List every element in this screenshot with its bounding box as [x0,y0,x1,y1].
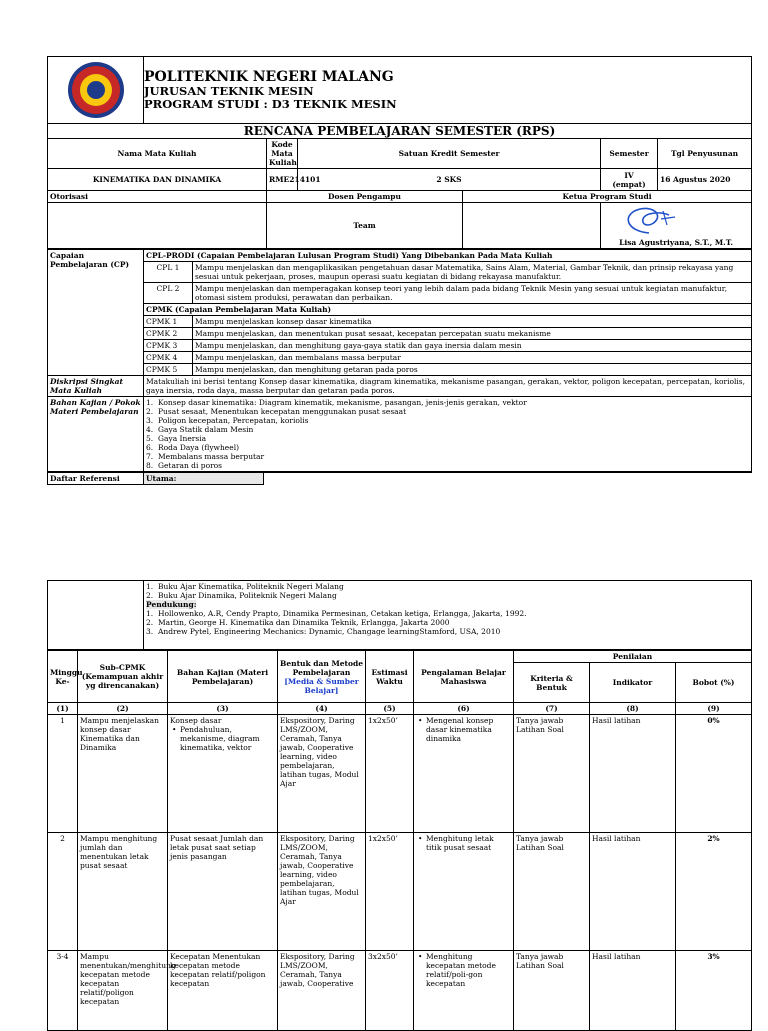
subcpmk-cell: Mampu menghitung jumlah dan menentukan letak pusat sesaat [78,833,168,951]
experience-cell: • Mengenal konsep dasar kinematika dinamika [414,715,514,833]
department-name: JURUSAN TEKNIK MESIN [144,84,314,98]
method-cell: Ekspository, Daring LMS/ZOOM, Ceramah, Tanya jawab, Cooperative learning, video pembelajaran, latihan tugas, Modul Ajar [278,715,366,833]
topic-item: Pusat sesaat, Menentukan kecepatan menggunakan pusat sesaat [158,407,407,416]
program-name: PROGRAM STUDI : D3 TEKNIK MESIN [144,97,397,111]
cp-label: Capaian Pembelajaran (CP) [48,250,144,376]
column-number: (9) [676,703,752,715]
material-cell: Pusat sesaat Jumlah dan letak pusat saat setiap jenis pasangan [168,833,278,951]
time-cell: 1x2x50’ [366,715,414,833]
column-number: (5) [366,703,414,715]
material-header: Bahan Kajian (Materi Pembelajaran) [168,651,278,703]
criteria-cell: Tanya jawab Latihan Soal [514,951,590,1031]
week-cell: 2 [48,833,78,951]
time-cell: 1x2x50’ [366,833,414,951]
experience-cell: • Menghitung kecepatan metode relatif/poli-gon kecepatan [414,951,514,1031]
table-row [48,715,752,833]
cpmk-text: Mampu menjelaskan, dan menentukan pusat sesaat, kecepatan percepatan suatu mekanisme [193,328,752,340]
authorization-label: Otorisasi [48,191,267,203]
cpmk-text: Mampu menjelaskan, dan menghitung getaran pada poros [193,364,752,376]
assessment-header: Penilaian [514,651,752,663]
subcpmk-cell: Mampu menjelaskan konsep dasar Kinematika dan Dinamika [78,715,168,833]
institution-name: POLITEKNIK NEGERI MALANG [144,69,394,85]
cpmk-code: CPMK 1 [144,316,193,328]
column-number: (8) [590,703,676,715]
topic-item: Gaya Statik dalam Mesin [158,425,254,434]
topics-label: Bahan Kajian / Pokok Materi Pembelajaran [48,397,144,472]
semester-header: Semester [601,139,658,169]
table-row [48,951,752,1031]
course-semester: IV (empat) [601,169,658,191]
rps-header-table [47,56,752,249]
topic-item: Membalans massa berputar [158,452,265,461]
column-number: (2) [78,703,168,715]
cpmk-text: Mampu menjelaskan, dan membalans massa berputar [193,352,752,364]
topic-item: Poligon kecepatan, Percepatan, koriolis [158,416,309,425]
cpmk-code: CPMK 2 [144,328,193,340]
cpl-text: Mampu menjelaskan dan memperagakan konsep teori yang lebih dalam pada bidang Teknik Mesin yang sesuai untuk kegiatan manufaktur, otomasi sistem produksi, perawatan dan perbaikan. [193,283,752,304]
learning-outcomes-table [47,249,752,472]
subcpmk-header: Sub-CPMK (Kemampuan akhir yg direncanakan) [78,651,168,703]
method-cell: Ekspository, Daring LMS/ZOOM, Ceramah, Tanya jawab, Cooperative learning, video pembelajaran, latihan tugas, Modul Ajar [278,833,366,951]
week-cell: 1 [48,715,78,833]
cpmk-code: CPMK 5 [144,364,193,376]
course-name-header: Nama Mata Kuliah [48,139,267,169]
method-header: Bentuk dan Metode Pembelajaran [Media & Sumber Belajar] [278,651,366,703]
criteria-header: Kriteria & Bentuk [514,663,590,703]
cpmk-text: Mampu menjelaskan, dan menghitung gaya-gaya statik dan gaya inersia dalam mesin [193,340,752,352]
reference-item: Buku Ajar Kinematika, Politeknik Negeri Malang [158,582,344,591]
references-list: 1. Buku Ajar Kinematika, Politeknik Negeri Malang 2. Buku Ajar Dinamika, Politeknik Negeri Malang Pendukung: 1. Hollowenko, A.R, Cendy Prapto, Dinamika Permesinan, Cetakan ketiga, Erlangga, Jakarta, 1992. 2. Martin, George H. Kinematika dan Dinamika Teknik, Erlangga, Jakarta 2000 3. Andrew Pytel, Engineering Mechanics: Dynamic, Changage learningStamford, USA, 2010 [144,581,752,650]
lecturer-name: Team [267,203,463,249]
cpmk-text: Mampu menjelaskan konsep dasar kinematika [193,316,752,328]
weekly-plan-table [47,650,752,1031]
column-number: (4) [278,703,366,715]
indicator-header: Indikator [590,663,676,703]
criteria-cell: Tanya jawab Latihan Soal [514,715,590,833]
course-code-header: Kode Mata Kuliah [267,139,298,169]
cpmk-code: CPMK 3 [144,340,193,352]
criteria-cell: Tanya jawab Latihan Soal [514,833,590,951]
time-header: Estimasi Waktu [366,651,414,703]
topic-item: Roda Daya (flywheel) [158,443,240,452]
topics-list: 1. Konsep dasar kinematika: Diagram kinematik, mekanisme, pasangan, jenis-jenis gerakan, vektor 2. Pusat sesaat, Menentukan kecepatan menggunakan pusat sesaat 3. Poligon kecepatan, Percepatan, koriolis 4. Gaya Statik dalam Mesin 5. Gaya Inersia 6. Roda Daya (flywheel) 7. Membalans massa berputar 8. Getaran di poros [144,397,752,472]
references-label: Daftar Referensi [48,473,144,485]
course-code: RME214101 [267,169,298,191]
reference-item: Buku Ajar Dinamika, Politeknik Negeri Malang [158,591,337,600]
subcpmk-cell: Mampu menentukan/menghitung kecepatan metode kecepatan relatif/poligon kecepatan [78,951,168,1031]
credits-header: Satuan Kredit Semester [298,139,601,169]
table-row [48,833,752,951]
weight-cell: 2% [676,833,752,951]
column-number: (7) [514,703,590,715]
rps-page-2 [47,580,751,1031]
week-header: Minggu Ke- [48,651,78,703]
signature-icon [619,205,679,237]
week-cell: 3-4 [48,951,78,1031]
references-start-table [47,472,752,485]
course-date: 16 Agustus 2020 [658,169,752,191]
course-name: KINEMATIKA DAN DINAMIKA [48,169,267,191]
rps-page-1 [47,56,751,485]
reference-item: Andrew Pytel, Engineering Mechanics: Dynamic, Changage learningStamford, USA, 2010 [158,627,501,636]
cpmk-title: CPMK (Capaian Pembelajaran Mata Kuliah) [144,304,752,316]
document-title: RENCANA PEMBELAJARAN SEMESTER (RPS) [48,124,752,139]
cpl-text: Mampu menjelaskan dan mengaplikasikan pengetahuan dasar Matematika, Sains Alam, Material, Gambar Teknik, dan prinsip rekayasa yang sesuai untuk pekerjaan, proses, maupun operasi suatu kegiatan di bidang rekayasa manufaktur. [193,262,752,283]
cpl-code: CPL 2 [144,283,193,304]
references-main-label: Utama: [144,473,264,485]
description-label: Diskripsi Singkat Mata Kuliah [48,376,144,397]
head-of-program-name: Lisa Agustriyana, S.T., M.T. [619,238,733,247]
experience-cell: • Menghitung letak titik pusat sesaat [414,833,514,951]
reference-item: Hollowenko, A.R, Cendy Prapto, Dinamika Permesinan, Cetakan ketiga, Erlangga, Jakarta, 1992. [158,609,527,618]
reference-item: Martin, George H. Kinematika dan Dinamika Teknik, Erlangga, Jakarta 2000 [158,618,450,627]
topic-item: Konsep dasar kinematika: Diagram kinematik, mekanisme, pasangan, jenis-jenis gerakan, vektor [158,398,527,407]
lecturer-label: Dosen Pengampu [267,191,463,203]
topic-item: Gaya Inersia [158,434,207,443]
column-number: (6) [414,703,514,715]
polinema-logo-icon [68,62,124,118]
indicator-cell: Hasil latihan [590,715,676,833]
cpl-prodi-title: CPL-PRODI (Capaian Pembelajaran Lulusan Program Studi) Yang Dibebankan Pada Mata Kuliah [144,250,752,262]
cpmk-code: CPMK 4 [144,352,193,364]
head-of-program-label: Ketua Program Studi [463,191,752,203]
material-cell: Konsep dasar • Pendahuluan, mekanisme, diagram kinematika, vektor [168,715,278,833]
weight-header: Bobot (%) [676,663,752,703]
references-table [47,580,752,650]
time-cell: 3x2x50’ [366,951,414,1031]
cpl-code: CPL 1 [144,262,193,283]
method-media-header: [Media & Sumber Belajar] [284,676,359,695]
weight-cell: 3% [676,951,752,1031]
column-number: (3) [168,703,278,715]
material-cell: Kecepatan Menentukan kecepatan metode kecepatan relatif/poligon kecepatan [168,951,278,1031]
references-support-label: Pendukung: [146,600,197,609]
indicator-cell: Hasil latihan [590,951,676,1031]
material-item: • Pendahuluan, mekanisme, diagram kinematika, vektor [180,725,275,752]
date-header: Tgl Penyusunan [658,139,752,169]
weight-cell: 0% [676,715,752,833]
topic-item: Getaran di poros [158,461,223,470]
indicator-cell: Hasil latihan [590,833,676,951]
column-number: (1) [48,703,78,715]
description-text: Matakuliah ini berisi tentang Konsep dasar kinematika, diagram kinematika, mekanisme pasangan, gerakan, vektor, poligon kecepatan, percepatan, koriolis, gaya inersia, roda daya, massa berputar dan getaran pada poros. [144,376,752,397]
course-credits: 2 SKS [298,169,601,191]
experience-header: Pengalaman Belajar Mahasiswa [414,651,514,703]
method-cell: Ekspository, Daring LMS/ZOOM, Ceramah, Tanya jawab, Cooperative [278,951,366,1031]
column-number-row [48,703,752,715]
